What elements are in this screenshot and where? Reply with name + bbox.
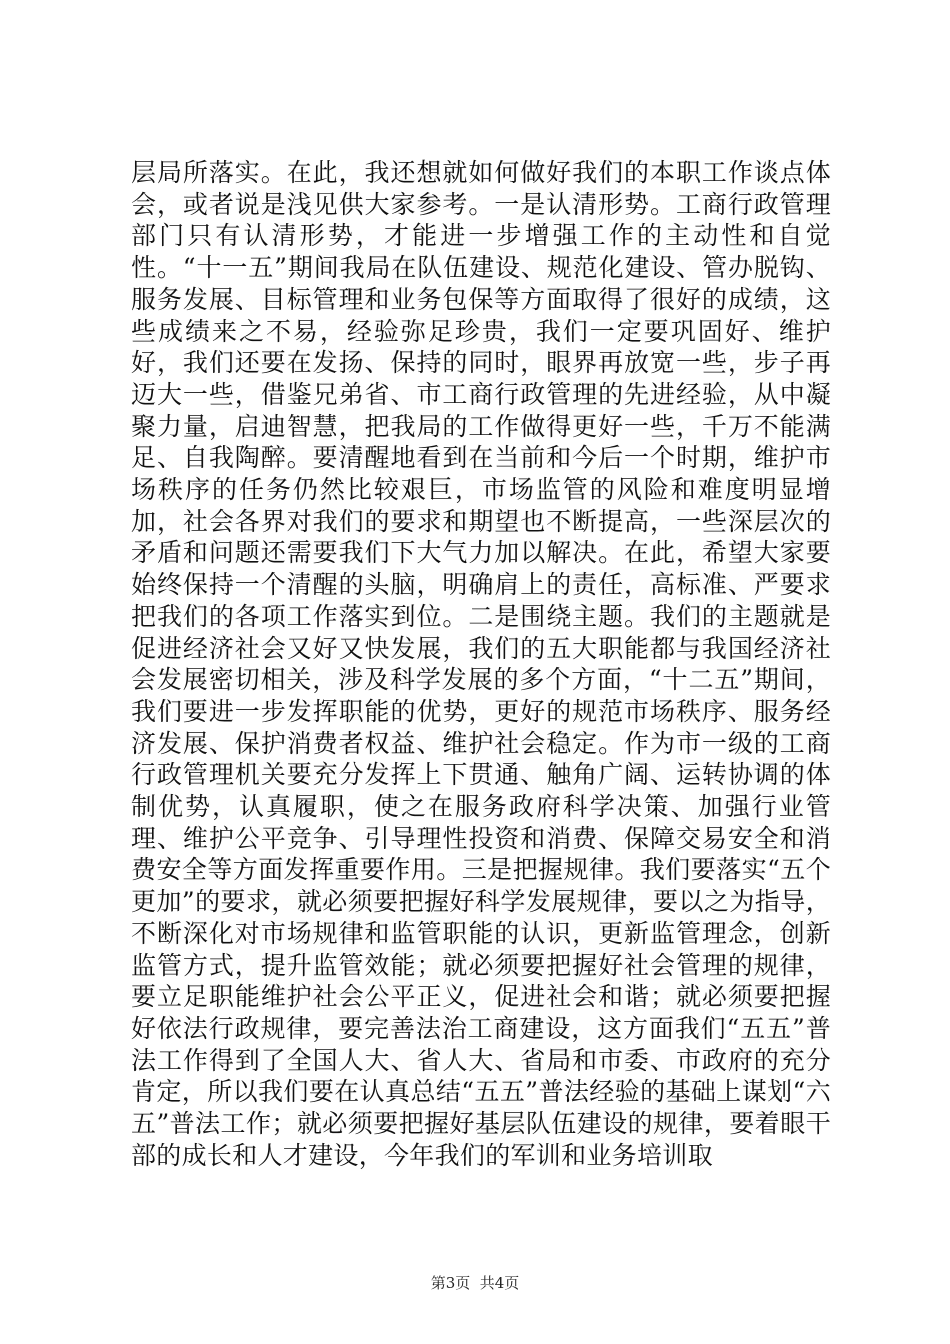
page-number-label: 第3页 共4页 — [430, 1274, 520, 1292]
page-footer — [0, 1271, 950, 1295]
body-paragraph: 层局所落实。在此，我还想就如何做好我们的本职工作谈点体会，或者说是浅见供大家参考。一是认清形势。工商行政管理部门只有认清形势，才能进一步增强工作的主动性和自觉性。“十一五”期间我局在队伍建设、规范化建设、管办脱钩、服务发展、目标管理和业务包保等方面取得了很好的成绩，这些成绩来之不易，经验弥足珍贵，我们一定要巩固好、维护好，我们还要在发扬、保持的同时，眼界再放宽一些，步子再迈大一些，借鉴兄弟省、市工商行政管理的先进经验，从中凝聚力量，启迪智慧，把我局的工作做得更好一些，千万不能满足、自我陶醉。要清醒地看到在当前和今后一个时期，维护市场秩序的任务仍然比较艰巨，市场监管的风险和难度明显增加，社会各界对我们的要求和期望也不断提高，一些深层次的矛盾和问题还需要我们下大气力加以解决。在此，希望大家要始终保持一个清醒的头脑，明确肩上的责任，高标准、严要求把我们的各项工作落实到位。二是围绕主题。我们的主题就是促进经济社会又好又快发展，我们的五大职能都与我国经济社会发展密切相关，涉及科学发展的多个方面，“十二五”期间，我们要进一步发挥职能的优势，更好的规范市场秩序、服务经济发展、保护消费者权益、维护社会稳定。作为市一级的工商行政管理机关要充分发挥上下贯通、触角广阔、运转协调的体制优势，认真履职，使之在服务政府科学决策、加强行业管理、维护公平竞争、引导理性投资和消费、保障交易安全和消费安全等方面发挥重要作用。三是把握规律。我们要落实“五个更加”的要求，就必须要把握好科学发展规律，要以之为指导，不断深化对市场规律和监管职能的认识，更新监管理念，创新监管方式，提升监管效能；就必须要把握好社会管理的规律，要立足职能维护社会公平正义，促进社会和谐；就必须要把握好依法行政规律，要完善法治工商建设，这方面我们“五五”普法工作得到了全国人大、省人大、省局和市委、市政府的充分肯定，所以我们要在认真总结“五五”普法经验的基础上谋划“六五”普法工作；就必须要把握好基层队伍建设的规律，要着眼干部的成长和人才建设，今年我们的军训和业务培训取 — [131, 158, 831, 1170]
